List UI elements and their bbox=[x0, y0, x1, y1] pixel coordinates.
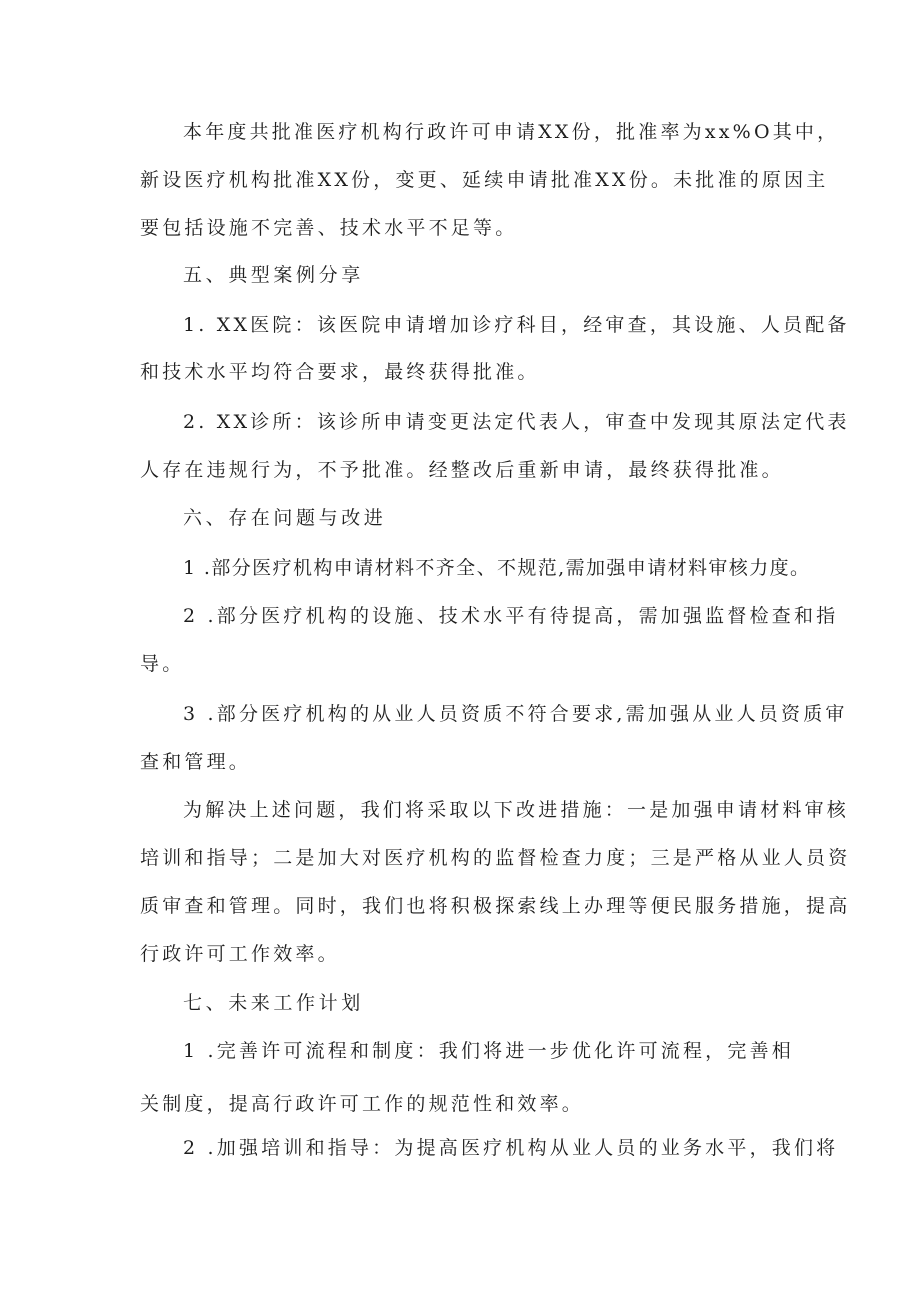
problem-3-line-2: 查和管理。 bbox=[140, 751, 252, 773]
problem-3-line-1: 3 .部分医疗机构的从业人员资质不符合要求,需加强从业人员资质审 bbox=[183, 703, 848, 725]
improvement-measures-line-3: 质审查和管理。同时，我们也将积极探索线上办理等便民服务措施，提高 bbox=[140, 895, 851, 917]
plan-1-line-2: 关制度，提高行政许可工作的规范性和效率。 bbox=[140, 1093, 585, 1115]
improvement-measures-line-4: 行政许可工作效率。 bbox=[140, 943, 340, 965]
case-2-line-2: 人存在违规行为，不予批准。经整改后重新申请，最终获得批准。 bbox=[140, 459, 784, 481]
section-heading-future-plans: 七、未来工作计划 bbox=[183, 992, 364, 1014]
paragraph-approval-summary-line-3: 要包括设施不完善、技术水平不足等。 bbox=[140, 217, 518, 239]
improvement-measures-line-1: 为解决上述问题，我们将采取以下改进措施：一是加强申请材料审核 bbox=[183, 799, 850, 821]
problem-1-line-1: 1 .部分医疗机构申请材料不齐全、不规范,需加强申请材料审核力度。 bbox=[183, 557, 811, 579]
case-2-line-1: 2. XX诊所：该诊所申请变更法定代表人，审查中发现其原法定代表 bbox=[183, 411, 850, 433]
section-heading-problems-improvement: 六、存在问题与改进 bbox=[183, 507, 387, 529]
plan-1-line-1: 1 .完善许可流程和制度：我们将进一步优化许可流程，完善相 bbox=[183, 1040, 794, 1062]
plan-2-line-1: 2 .加强培训和指导：为提高医疗机构从业人员的业务水平，我们将 bbox=[183, 1137, 839, 1159]
problem-2-line-2: 导。 bbox=[140, 653, 185, 675]
section-heading-typical-cases: 五、典型案例分享 bbox=[183, 264, 364, 286]
improvement-measures-line-2: 培训和指导；二是加大对医疗机构的监督检查力度；三是严格从业人员资 bbox=[140, 847, 851, 869]
problem-2-line-1: 2 .部分医疗机构的设施、技术水平有待提高，需加强监督检查和指 bbox=[183, 605, 839, 627]
case-1-line-2: 和技术水平均符合要求，最终获得批准。 bbox=[140, 361, 540, 383]
paragraph-approval-summary-line-1: 本年度共批准医疗机构行政许可申请XX份，批准率为xx%O其中， bbox=[183, 121, 840, 143]
case-1-line-1: 1. XX医院：该医院申请增加诊疗科目，经审查，其设施、人员配备 bbox=[183, 314, 850, 336]
paragraph-approval-summary-line-2: 新设医疗机构批准XX份，变更、延续申请批准XX份。未批准的原因主 bbox=[140, 169, 829, 191]
